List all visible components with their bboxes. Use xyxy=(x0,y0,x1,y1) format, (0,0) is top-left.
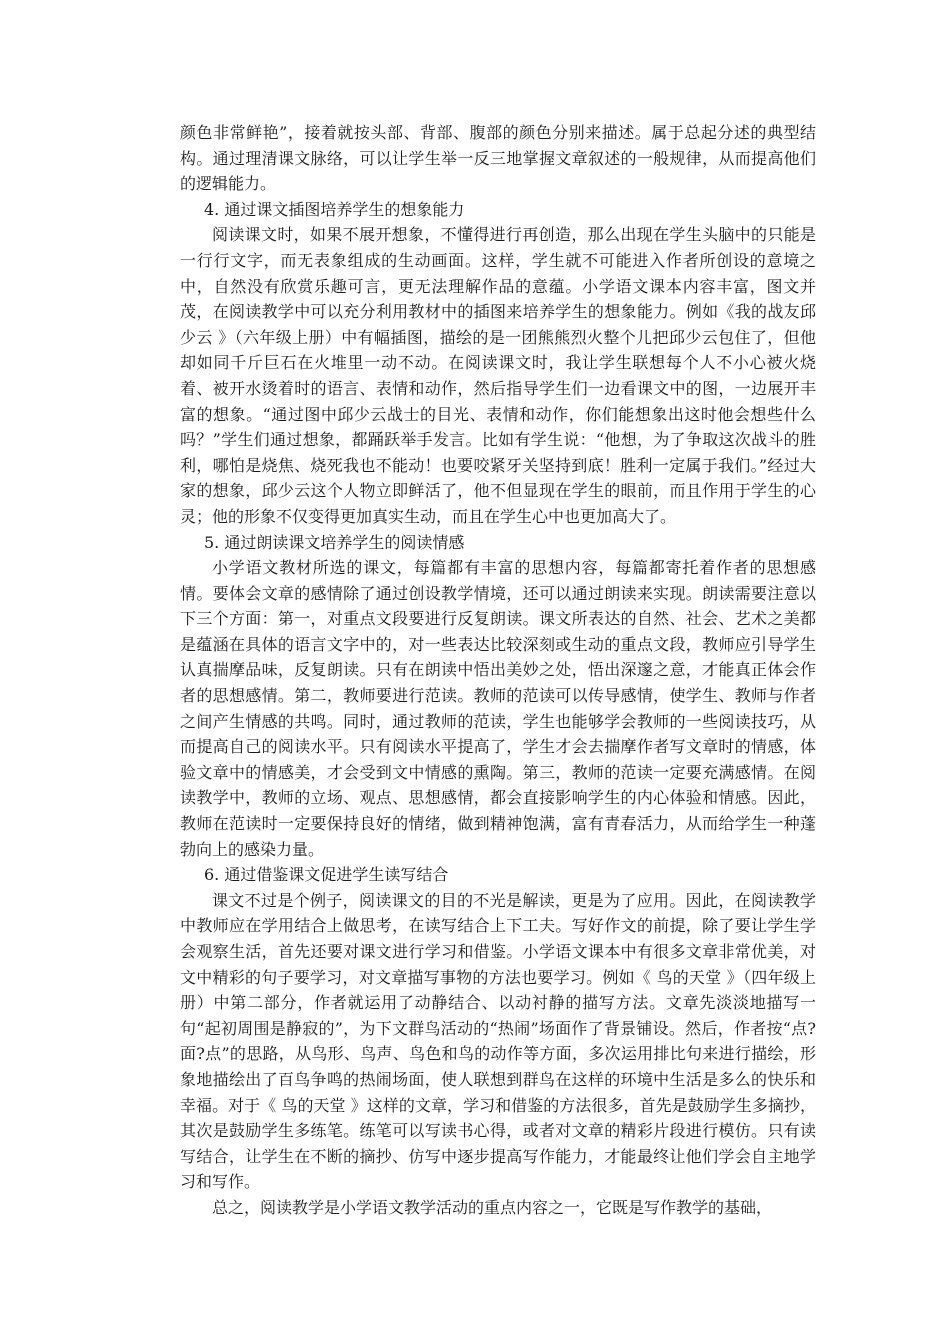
document-body xyxy=(180,120,816,1221)
section-heading-6: 6. 通过借鉴课文促进学生读写结合 xyxy=(204,865,449,885)
paragraph-section-5: 小学语文教材所选的课文，每篇都有丰富的思想内容，每篇都寄托着作者的思想感情。要体会文章的感情除了通过创设教学情境，还可以通过朗读来实现。朗读需要注意以下三个方面：第一，对重点文段要进行反复朗读。课文所表达的自然、社会、艺术之美都是蕴涵在具体的语言文字中的，对一些表达比较深刻或生动的重点文段，教师应引导学生认真揣摩品味，反复朗读。只有在朗读中悟出美妙之处，悟出深邃之意，才能真正体会作者的思想感情。第二，教师要进行范读。教师的范读可以传导感情，使学生、教师与作者之间产生情感的共鸣。同时，通过教师的范读，学生也能够学会教师的一些阅读技巧，从而提高自己的阅读水平。只有阅读水平提高了，学生才会去揣摩作者写文章时的情感，体验文章中的情感美，才会受到文中情感的熏陶。第三，教师的范读一定要充满感情。在阅读教学中，教师的立场、观点、思想感情，都会直接影响学生的内心体验和情感。因此，教师在范读时一定要保持良好的情绪，做到精神饱满，富有青春活力，从而给学生一种蓬勃向上的感染力量。 xyxy=(180,558,816,859)
paragraph-section-6: 课文不过是个例子，阅读课文的目的不光是解读，更是为了应用。因此，在阅读教学中教师应在学用结合上做思考，在读写结合上下工夫。写好作文的前提，除了要让学生学会观察生活，首先还要对课文进行学习和借鉴。小学语文课本中有很多文章非常优美，对文中精彩的句子要学习，对文章描写事物的方法也要学习。例如《 鸟的天堂 》（四年级上册）中第二部分，作者就运用了动静结合、以动衬静的描写方法。文章先淡淡地描写一句“起初周围是静寂的”，为下文群鸟活动的“热闹”场面作了背景铺设。然后，作者按“点?面?点”的思路，从鸟形、鸟声、鸟色和鸟的动作等方面，多次运用排比句来进行描绘，形象地描绘出了百鸟争鸣的热闹场面，使人联想到群鸟在这样的环境中生活是多么的快乐和幸福。对于《 鸟的天堂 》这样的文章，学习和借鉴的方法很多，首先是鼓励学生多摘抄，其次是鼓励学生多练笔。练笔可以写读书心得，或者对文章的精彩片段进行模仿。只有读写结合，让学生在不断的摘抄、仿写中逐步提高写作能力，才能最终让他们学会自主地学习和写作。 xyxy=(180,890,816,1192)
section-heading-5: 5. 通过朗读课文培养学生的阅读情感 xyxy=(204,532,465,552)
section-heading-4: 4. 通过课文插图培养学生的想象能力 xyxy=(204,199,465,219)
paragraph-continued: 颜色非常鲜艳”，接着就按头部、背部、腹部的颜色分别来描述。属于总起分述的典型结构。通过理清课文脉络，可以让学生举一反三地掌握文章叙述的一般规律，从而提高他们的逻辑能力。 xyxy=(180,123,816,194)
paragraph-conclusion: 总之，阅读教学是小学语文教学活动的重点内容之一，它既是写作教学的基础， xyxy=(212,1197,773,1217)
paragraph-section-4: 阅读课文时，如果不展开想象，不懂得进行再创造，那么出现在学生头脑中的只能是一行行文字，而无表象组成的生动画面。这样，学生就不可能进入作者所创设的意境之中，自然没有欣赏乐趣可言，更无法理解作品的意蕴。小学语文课本内容丰富，图文并茂，在阅读教学中可以充分利用教材中的插图来培养学生的想象能力。例如《我的战友邱少云 》（六年级上册）中有幅插图，描绘的是一团熊熊烈火整个儿把邱少云包住了，但他却如同千斤巨石在火堆里一动不动。在阅读课文时，我让学生联想每个人不小心被火烧着、被开水烫着时的语言、表情和动作，然后指导学生们一边看课文中的图，一边展开丰富的想象。“通过图中邱少云战士的目光、表情和动作，你们能想象出这时他会想些什么吗？”学生们通过想象，都踊跃举手发言。比如有学生说：“他想，为了争取这次战斗的胜利，哪怕是烧焦、烧死我也不能动！也要咬紧牙关坚持到底！胜利一定属于我们。”经过大家的想象，邱少云这个人物立即鲜活了，他不但显现在学生的眼前，而且作用于学生的心灵；他的形象不仅变得更加真实生动，而且在学生心中也更加高大了。 xyxy=(180,225,816,526)
